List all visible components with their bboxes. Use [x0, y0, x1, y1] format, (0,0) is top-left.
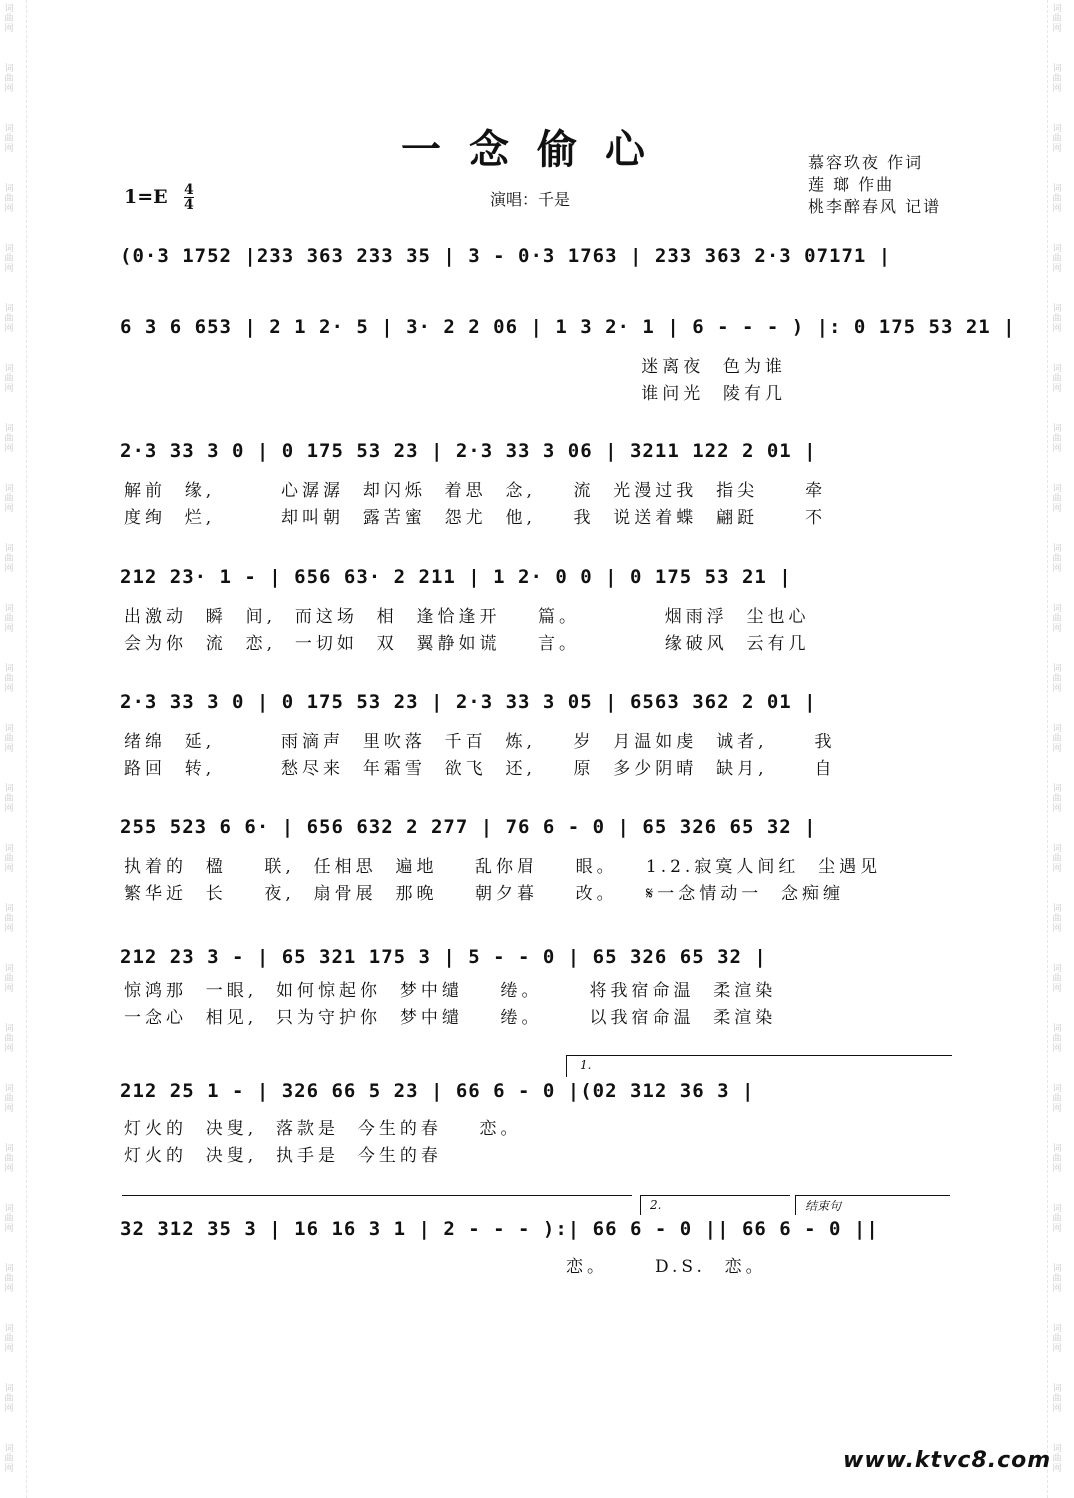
lyric-verse-2: 会为你 流 恋, 一切如 双 翼静如谎 言。 缘破风 云有几: [124, 634, 810, 654]
watermark-mark: 词 曲 网: [4, 784, 14, 814]
watermark-mark: 词 曲 网: [4, 544, 14, 574]
watermark-mark: 词 曲 网: [1052, 1384, 1062, 1414]
watermark-mark: 词 曲 网: [4, 724, 14, 754]
watermark-mark: 词 曲 网: [1052, 64, 1062, 94]
watermark-mark: 词 曲 网: [1052, 424, 1062, 454]
notation-line: 212 25 1 - | 326 66 5 23 | 66 6 - 0 |(02 312 36 3 |: [120, 1080, 755, 1102]
watermark-mark: 词 曲 网: [1052, 1024, 1062, 1054]
lyric-verse-2: 路回 转, 愁尽来 年霜雪 欲飞 还, 原 多少阴晴 缺月, 自: [124, 759, 836, 779]
watermark-mark: 词 曲 网: [1052, 124, 1062, 154]
watermark-mark: 词 曲 网: [1052, 904, 1062, 934]
lyric-verse-2: 度绚 烂, 却叫朝 露苦蜜 怨尤 他, 我 说送着蝶 翩跹 不: [124, 508, 827, 528]
watermark-mark: 词 曲 网: [1052, 4, 1062, 34]
lyric-verse-1: 解前 缘, 心潺潺 却闪烁 着思 念, 流 光漫过我 指尖 牵: [124, 481, 827, 501]
watermark-mark: 词 曲 网: [4, 1324, 14, 1354]
lyric-verse-1: 惊鸿那 一眼, 如何惊起你 梦中缱 绻。 将我宿命温 柔渲染: [124, 981, 777, 1001]
coda-tick: [795, 1195, 796, 1215]
watermark-mark: 词 曲 网: [4, 1444, 14, 1474]
watermark-mark: 词 曲 网: [1052, 244, 1062, 274]
notation-line: (0·3 1752 |233 363 233 35 | 3 - 0·3 1763 | 233 363 2·3 07171 |: [120, 245, 892, 267]
notation-line: 212 23· 1 - | 656 63· 2 211 | 1 2· 0 0 | 0 175 53 21 |: [120, 566, 792, 588]
second-ending-label: 2.: [650, 1198, 662, 1212]
lyric-verse-1: 灯火的 决叟, 落款是 今生的春 恋。: [124, 1119, 522, 1139]
watermark-mark: 词 曲 网: [1052, 1264, 1062, 1294]
second-ending-tick: [640, 1195, 641, 1215]
lyric-verse-1: 恋。 D.S. 恋。: [124, 1257, 767, 1277]
watermark-mark: 词 曲 网: [1052, 964, 1062, 994]
watermark-mark: 词 曲 网: [1052, 664, 1062, 694]
watermark-mark: 词 曲 网: [4, 364, 14, 394]
lyricist: 慕容玖夜 作词: [808, 153, 924, 172]
watermark-mark: 词 曲 网: [4, 244, 14, 274]
watermark-mark: 词 曲 网: [1052, 304, 1062, 334]
time-signature: [184, 183, 194, 212]
watermark-mark: 词 曲 网: [4, 1264, 14, 1294]
watermark-mark: 词 曲 网: [4, 424, 14, 454]
lyric-verse-1: 执着的 楹 联, 任相思 遍地 乱你眉 眼。 1.2.寂寞人间红 尘遇见: [124, 857, 882, 877]
credits: [808, 152, 941, 218]
second-ending-bracket: [640, 1195, 790, 1196]
lyric-verse-2: 灯火的 决叟, 执手是 今生的春: [124, 1146, 442, 1166]
watermark-mark: 词 曲 网: [4, 604, 14, 634]
notation-line: 255 523 6 6· | 656 632 2 277 | 76 6 - 0 | 65 326 65 32 |: [120, 816, 817, 838]
watermark-mark: 词 曲 网: [4, 1204, 14, 1234]
watermark-mark: 词 曲 网: [1052, 844, 1062, 874]
watermark-mark: 词 曲 网: [4, 1084, 14, 1114]
watermark-mark: 词 曲 网: [1052, 1204, 1062, 1234]
watermark-mark: 词 曲 网: [4, 4, 14, 34]
transcriber: 桃李醉春风 记谱: [808, 197, 942, 216]
watermark-mark: 词 曲 网: [4, 64, 14, 94]
first-ending-label: 1.: [580, 1058, 592, 1072]
watermark-mark: 词 曲 网: [1052, 364, 1062, 394]
watermark-mark: 词 曲 网: [4, 1024, 14, 1054]
repeat-bracket: [122, 1195, 632, 1196]
key-signature: 1=E: [124, 186, 168, 208]
watermark-mark: 词 曲 网: [4, 304, 14, 334]
watermark-mark: 词 曲 网: [4, 904, 14, 934]
notation-line: 2·3 33 3 0 | 0 175 53 23 | 2·3 33 3 06 | 3211 122 2 01 |: [120, 440, 817, 462]
coda-bracket: [795, 1195, 950, 1196]
watermark-mark: 词 曲 网: [4, 844, 14, 874]
coda-label: 结束句: [805, 1199, 842, 1213]
lyric-verse-1: 迷离夜 色为谁: [124, 357, 787, 377]
lyric-verse-1: 绪绵 延, 雨滴声 里吹落 千百 炼, 岁 月温如虔 诚者, 我: [124, 732, 836, 752]
watermark-mark: 词 曲 网: [1052, 784, 1062, 814]
first-ending-bracket: [566, 1055, 952, 1056]
site-watermark: www.ktvc8.com: [843, 1448, 1052, 1473]
notation-line: 2·3 33 3 0 | 0 175 53 23 | 2·3 33 3 05 | 6563 362 2 01 |: [120, 691, 817, 713]
lyric-verse-2: 谁问光 陵有几: [124, 384, 787, 404]
notation-line: 212 23 3 - | 65 321 175 3 | 5 - - 0 | 65 326 65 32 |: [120, 946, 767, 968]
lyric-verse-2: 一念心 相见, 只为守护你 梦中缱 绻。 以我宿命温 柔渲染: [124, 1008, 777, 1028]
composer: 莲 瑯 作曲: [808, 175, 895, 194]
notation-line: 32 312 35 3 | 16 16 3 1 | 2 - - - ):| 66 6 - 0 || 66 6 - 0 ||: [120, 1218, 879, 1240]
watermark-mark: 词 曲 网: [1052, 1324, 1062, 1354]
watermark-mark: 词 曲 网: [1052, 1084, 1062, 1114]
time-bottom: 4: [184, 197, 194, 213]
first-ending-tick: [566, 1055, 567, 1077]
watermark-mark: 词 曲 网: [1052, 544, 1062, 574]
lyric-verse-2: 繁华近 长 夜, 扇骨展 那晚 朝夕暮 改。 𝄋一念情动一 念痴缠: [124, 884, 845, 904]
watermark-mark: 词 曲 网: [4, 664, 14, 694]
watermark-mark: 词 曲 网: [4, 484, 14, 514]
song-title: 一念偷心: [401, 126, 673, 173]
watermark-mark: 词 曲 网: [1052, 1444, 1062, 1474]
lyric-verse-1: 出激动 瞬 间, 而这场 相 逢恰逢开 篇。 烟雨浮 尘也心: [124, 607, 810, 627]
singer: 演唱：千是: [490, 190, 571, 209]
watermark-mark: 词 曲 网: [1052, 184, 1062, 214]
watermark-mark: 词 曲 网: [1052, 604, 1062, 634]
time-top: 4: [184, 182, 194, 198]
watermark-mark: 词 曲 网: [4, 1384, 14, 1414]
watermark-mark: 词 曲 网: [4, 184, 14, 214]
left-watermark-strip: [0, 0, 27, 1498]
watermark-mark: 词 曲 网: [4, 1144, 14, 1174]
watermark-mark: 词 曲 网: [4, 124, 14, 154]
notation-line: 6 3 6 653 | 2 1 2· 5 | 3· 2 2 06 | 1 3 2· 1 | 6 - - - ) |: 0 175 53 21 |: [120, 316, 1016, 338]
watermark-mark: 词 曲 网: [1052, 484, 1062, 514]
watermark-mark: 词 曲 网: [1052, 724, 1062, 754]
right-watermark-strip: [1047, 0, 1074, 1498]
watermark-mark: 词 曲 网: [4, 964, 14, 994]
watermark-mark: 词 曲 网: [1052, 1144, 1062, 1174]
